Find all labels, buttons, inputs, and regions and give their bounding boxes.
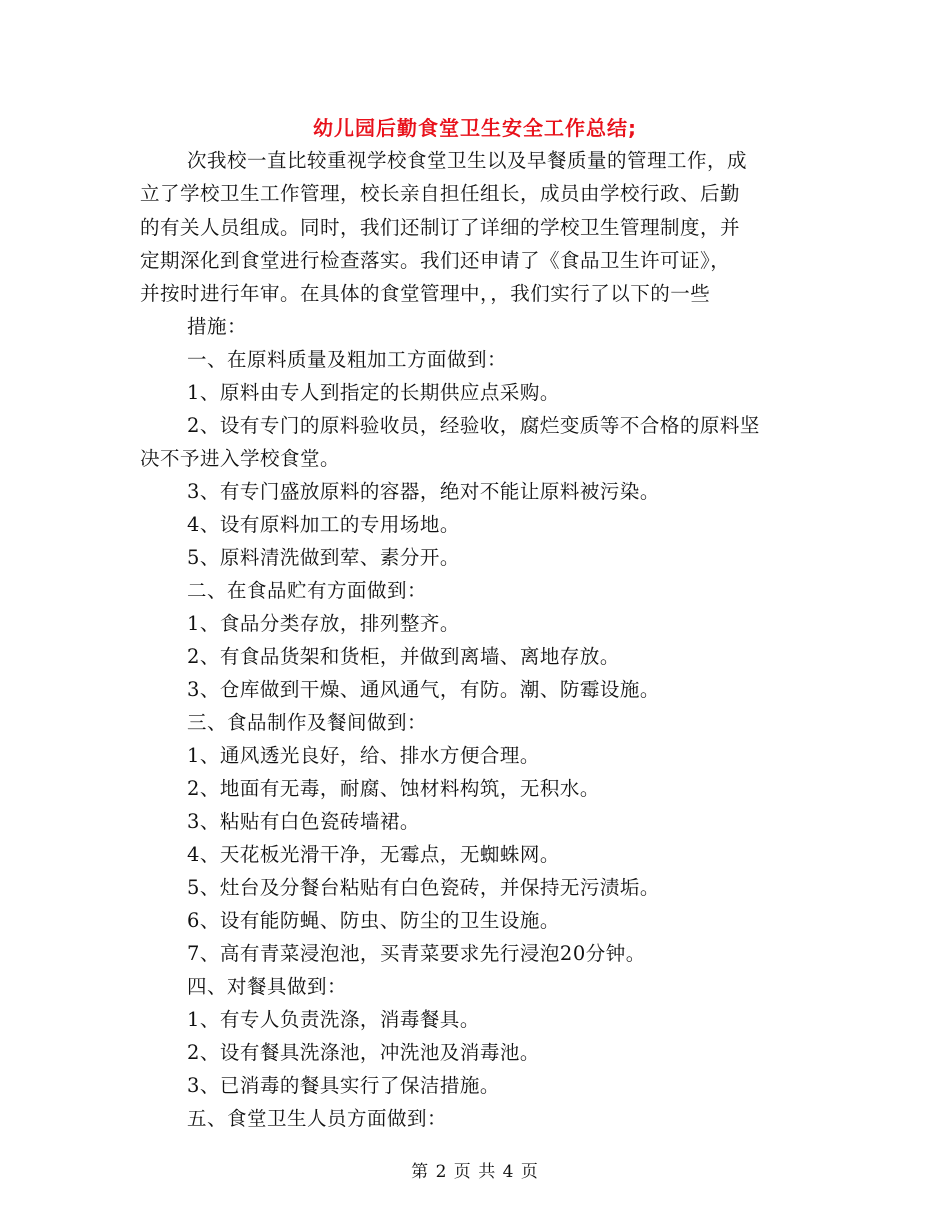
- list-item: 5、原料清洗做到荤、素分开。: [187, 546, 460, 569]
- list-item: 6、设有能防蝇、防虫、防尘的卫生设施。: [187, 909, 560, 932]
- list-item: 决不予进入学校食堂。: [140, 447, 341, 470]
- page-footer: 第 2 页 共 4 页: [411, 1162, 539, 1182]
- list-item: 2、地面有无毒，耐腐、蚀材料构筑，无积水。: [187, 777, 600, 800]
- list-item: 1、食品分类存放，排列整齐。: [187, 612, 460, 635]
- list-item: 3、已消毒的餐具实行了保洁措施。: [187, 1074, 500, 1097]
- measures-list: [140, 310, 810, 1135]
- list-item: 1、有专人负责洗涤，消毒餐具。: [187, 1008, 480, 1031]
- section-heading: 五、食堂卫生人员方面做到：: [187, 1107, 448, 1130]
- intro-line: 立了学校卫生工作管理，校长亲自担任组长，成员由学校行政、后勤: [140, 182, 741, 206]
- list-item: 4、天花板光滑干净，无霉点，无蜘蛛网。: [187, 843, 560, 866]
- intro-line: 次我校一直比较重视学校食堂卫生以及早餐质量的管理工作，成: [187, 149, 748, 172]
- list-item: 3、有专门盛放原料的容器，绝对不能让原料被污染。: [187, 480, 660, 503]
- intro-line: 定期深化到食堂进行检查落实。我们还申请了《食品卫生许可证》，: [140, 248, 731, 272]
- list-item: 3、仓库做到干燥、通风通气，有防。潮、防霉设施。: [187, 678, 660, 701]
- list-item: 1、原料由专人到指定的长期供应点采购。: [187, 381, 560, 404]
- section-heading: 二、在食品贮有方面做到：: [187, 579, 428, 602]
- document-title: 幼儿园后勤食堂卫生安全工作总结;: [313, 116, 637, 140]
- list-item: 2、设有专门的原料验收员，经验收，腐烂变质等不合格的原料坚: [187, 414, 760, 437]
- intro-line: 的有关人员组成。同时，我们还制订了详细的学校卫生管理制度，并: [140, 215, 741, 239]
- list-item: 3、粘贴有白色瓷砖墙裙。: [187, 810, 420, 833]
- list-item: 1、通风透光良好，给、排水方便合理。: [187, 744, 540, 767]
- intro-paragraph: [140, 144, 810, 310]
- list-item: 4、设有原料加工的专用场地。: [187, 513, 460, 536]
- section-heading: 三、食品制作及餐间做到：: [187, 711, 428, 734]
- list-item: 措施：: [187, 315, 248, 338]
- section-heading: 一、在原料质量及粗加工方面做到：: [187, 348, 508, 371]
- list-item: 7、高有青菜浸泡池，买青菜要求先行浸泡20分钟。: [187, 942, 646, 965]
- list-item: 5、灶台及分餐台粘贴有白色瓷砖，并保持无污渍垢。: [187, 876, 660, 899]
- intro-line: 并按时进行年审。在具体的食堂管理中，，我们实行了以下的一些: [140, 282, 711, 306]
- list-item: 2、设有餐具洗涤池，冲洗池及消毒池。: [187, 1041, 540, 1064]
- list-item: 2、有食品货架和货柜，并做到离墙、离地存放。: [187, 645, 620, 668]
- section-heading: 四、对餐具做到：: [187, 975, 348, 998]
